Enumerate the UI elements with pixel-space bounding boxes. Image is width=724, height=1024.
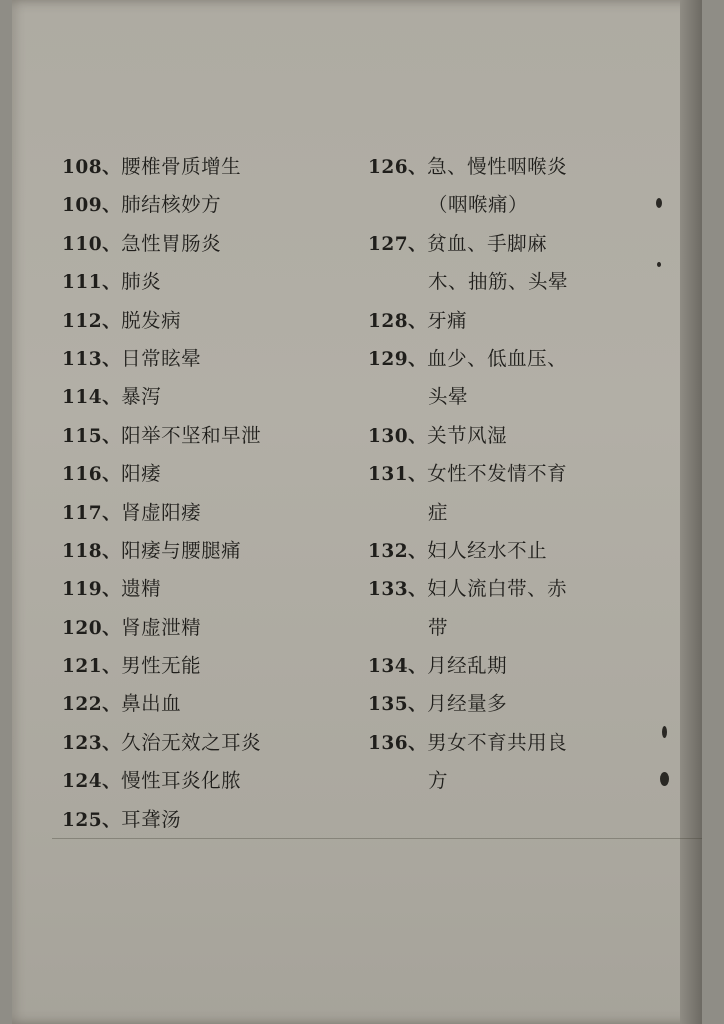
entry-label: 妇人流白带、赤	[427, 577, 568, 601]
contents-entry	[62, 762, 362, 800]
contents-entry	[368, 532, 668, 570]
contents-entry	[368, 417, 668, 455]
entry-label: 遗精	[121, 577, 162, 601]
entry-continuation: 方	[428, 769, 449, 793]
entry-number: 132、	[368, 540, 428, 562]
entry-label: 妇人经水不止	[427, 538, 548, 562]
contents-entry	[368, 340, 668, 378]
entry-label: 肺结核妙方	[121, 193, 222, 217]
entry-continuation: 木、抽筋、头晕	[428, 270, 569, 294]
contents-entry	[368, 570, 668, 608]
contents-entry	[62, 724, 362, 762]
entry-number: 122、	[62, 694, 122, 716]
entry-number: 136、	[368, 732, 428, 754]
entry-number: 120、	[62, 617, 122, 639]
entry-number: 123、	[62, 732, 122, 754]
entry-number: 116、	[62, 464, 122, 486]
entry-number: 109、	[62, 195, 122, 217]
contents-entry	[62, 340, 362, 378]
contents-right-column	[368, 148, 668, 801]
contents-entry	[368, 685, 668, 723]
entry-label: 月经量多	[427, 692, 508, 716]
entry-label: 血少、低血压、	[427, 346, 568, 370]
entry-label: 日常眩晕	[121, 346, 202, 370]
entry-label: 阳痿与腰腿痛	[121, 538, 242, 562]
entry-label: 久治无效之耳炎	[121, 730, 262, 754]
book-spine-edge	[680, 0, 702, 1024]
contents-entry	[368, 724, 668, 762]
contents-entry	[62, 570, 362, 608]
entry-label: 鼻出血	[121, 692, 182, 716]
entry-label: 牙痛	[427, 308, 468, 332]
entry-number: 108、	[62, 157, 122, 178]
entry-label: 腰椎骨质增生	[121, 155, 242, 178]
contents-entry	[62, 685, 362, 723]
entry-number: 117、	[62, 502, 122, 524]
entry-label: 急、慢性咽喉炎	[427, 155, 568, 178]
entry-number: 118、	[62, 540, 122, 562]
entry-number: 112、	[62, 310, 122, 332]
entry-number: 114、	[62, 387, 122, 409]
contents-entry	[62, 647, 362, 685]
contents-entry	[368, 302, 668, 340]
contents-entry	[62, 263, 362, 301]
contents-entry	[62, 378, 362, 416]
entry-number: 130、	[368, 425, 428, 447]
contents-entry	[62, 801, 362, 839]
entry-continuation: 头晕	[428, 385, 469, 409]
entry-number: 126、	[368, 157, 428, 178]
entry-number: 131、	[368, 464, 428, 486]
contents-entry	[62, 609, 362, 647]
entry-number: 129、	[368, 348, 428, 370]
contents-entry	[368, 148, 668, 186]
entry-label: 月经乱期	[427, 654, 508, 678]
entry-number: 110、	[62, 233, 122, 255]
entry-number: 127、	[368, 233, 428, 255]
contents-entry	[62, 455, 362, 493]
contents-entry	[368, 225, 668, 263]
entry-number: 124、	[62, 771, 122, 793]
entry-label: 耳聋汤	[121, 807, 182, 831]
entry-label: 慢性耳炎化脓	[121, 769, 242, 793]
contents-entry	[62, 494, 362, 532]
entry-label: 肺炎	[121, 270, 162, 294]
contents-entry	[62, 225, 362, 263]
contents-entry	[62, 186, 362, 224]
entry-number: 134、	[368, 656, 428, 678]
entry-number: 121、	[62, 656, 122, 678]
contents-entry	[62, 417, 362, 455]
entry-label: 急性胃肠炎	[121, 231, 222, 255]
entry-number: 133、	[368, 579, 428, 601]
entry-label: 贫血、手脚麻	[427, 231, 548, 255]
entry-number: 119、	[62, 579, 122, 601]
entry-number: 115、	[62, 425, 122, 447]
contents-entry	[368, 455, 668, 493]
entry-label: 女性不发情不育	[427, 462, 568, 486]
entry-label: 男女不育共用良	[427, 730, 568, 754]
entry-continuation: 症	[428, 500, 449, 524]
entry-label: 肾虚泄精	[121, 615, 202, 639]
entry-label: 肾虚阳痿	[121, 500, 202, 524]
entry-label: 阳举不坚和早泄	[121, 423, 262, 447]
entry-label: 关节风湿	[427, 423, 508, 447]
entry-number: 113、	[62, 348, 122, 370]
contents-left-column	[62, 148, 362, 839]
entry-number: 135、	[368, 694, 428, 716]
entry-number: 125、	[62, 809, 122, 831]
entry-label: 暴泻	[121, 385, 162, 409]
contents-entry	[368, 647, 668, 685]
entry-continuation: 带	[428, 615, 449, 639]
book-page	[12, 0, 702, 1024]
entry-number: 128、	[368, 310, 428, 332]
entry-continuation: （咽喉痛）	[428, 193, 529, 217]
entry-label: 脱发病	[121, 308, 182, 332]
entry-label: 男性无能	[121, 654, 202, 678]
entry-number: 111、	[62, 272, 122, 294]
entry-label: 阳痿	[121, 462, 162, 486]
contents-entry	[62, 532, 362, 570]
contents-entry	[62, 302, 362, 340]
contents-entry	[62, 148, 362, 186]
